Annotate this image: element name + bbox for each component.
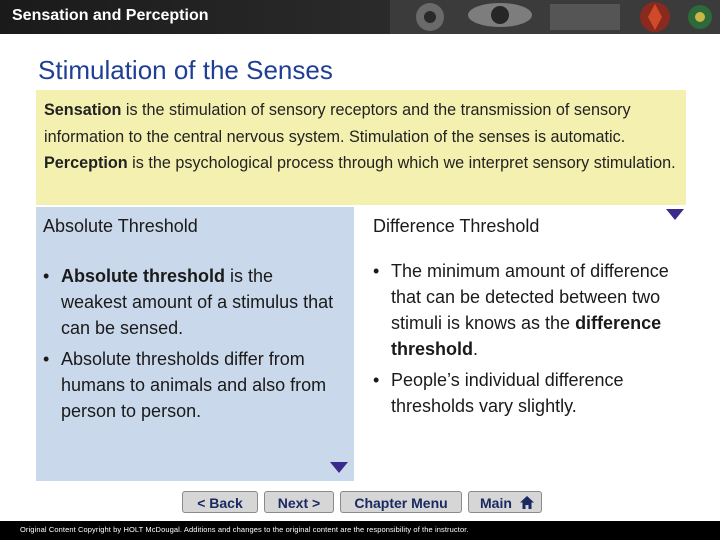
main-label: Main	[480, 495, 512, 511]
chapter-menu-button[interactable]: Chapter Menu	[340, 491, 462, 513]
copyright-text: Original Content Copyright by HOLT McDougal. Additions and changes to the original content are the responsibility of the instructor.	[20, 525, 469, 534]
definition-box	[36, 90, 686, 205]
bullet-icon: •	[373, 370, 380, 390]
list-item	[373, 258, 693, 362]
bullet-text: The minimum amount of difference that can be detected between two stimuli is knows as the	[391, 261, 669, 333]
term-perception: Perception	[44, 154, 128, 172]
definition-text-1: is the stimulation of sensory receptors and the transmission of sensory information to the central nervous system. Stimulation of the senses is automatic.	[44, 101, 631, 146]
footer-bar	[0, 521, 720, 540]
bullet-icon: •	[43, 266, 50, 286]
slide-title: Stimulation of the Senses	[38, 55, 333, 85]
bullet-text-end: .	[473, 339, 479, 359]
main-button[interactable]	[468, 491, 542, 513]
bullet-text: is the weakest amount of a stimulus that can be sensed.	[61, 266, 334, 338]
home-icon	[519, 495, 535, 510]
section-title: Sensation and Perception	[12, 7, 209, 24]
difference-threshold-list	[373, 258, 693, 424]
list-item	[43, 263, 343, 341]
down-triangle-icon	[666, 209, 684, 220]
definition-text-2: is the psychological process through which we interpret sensory stimulation.	[127, 154, 676, 172]
difference-threshold-heading: Difference Threshold	[373, 216, 540, 236]
bullet-icon: •	[373, 261, 380, 281]
header-bar	[0, 0, 720, 34]
list-item	[373, 367, 693, 419]
header-collage-image	[390, 0, 720, 34]
bullet-icon: •	[43, 349, 50, 369]
absolute-threshold-heading: Absolute Threshold	[43, 216, 198, 236]
bullet-bold: Absolute threshold	[61, 266, 226, 286]
bullet-bold: difference threshold	[391, 313, 662, 359]
back-button[interactable]: < Back	[182, 491, 258, 513]
term-sensation: Sensation	[44, 101, 122, 119]
bullet-text: People’s individual difference thresholds vary slightly.	[391, 370, 624, 416]
next-button[interactable]: Next >	[264, 491, 334, 513]
down-triangle-icon	[330, 462, 348, 473]
bullet-text: Absolute thresholds differ from humans to animals and also from person to person.	[61, 349, 327, 421]
list-item	[43, 346, 343, 424]
definition-text	[36, 90, 686, 177]
absolute-threshold-list	[43, 263, 343, 429]
